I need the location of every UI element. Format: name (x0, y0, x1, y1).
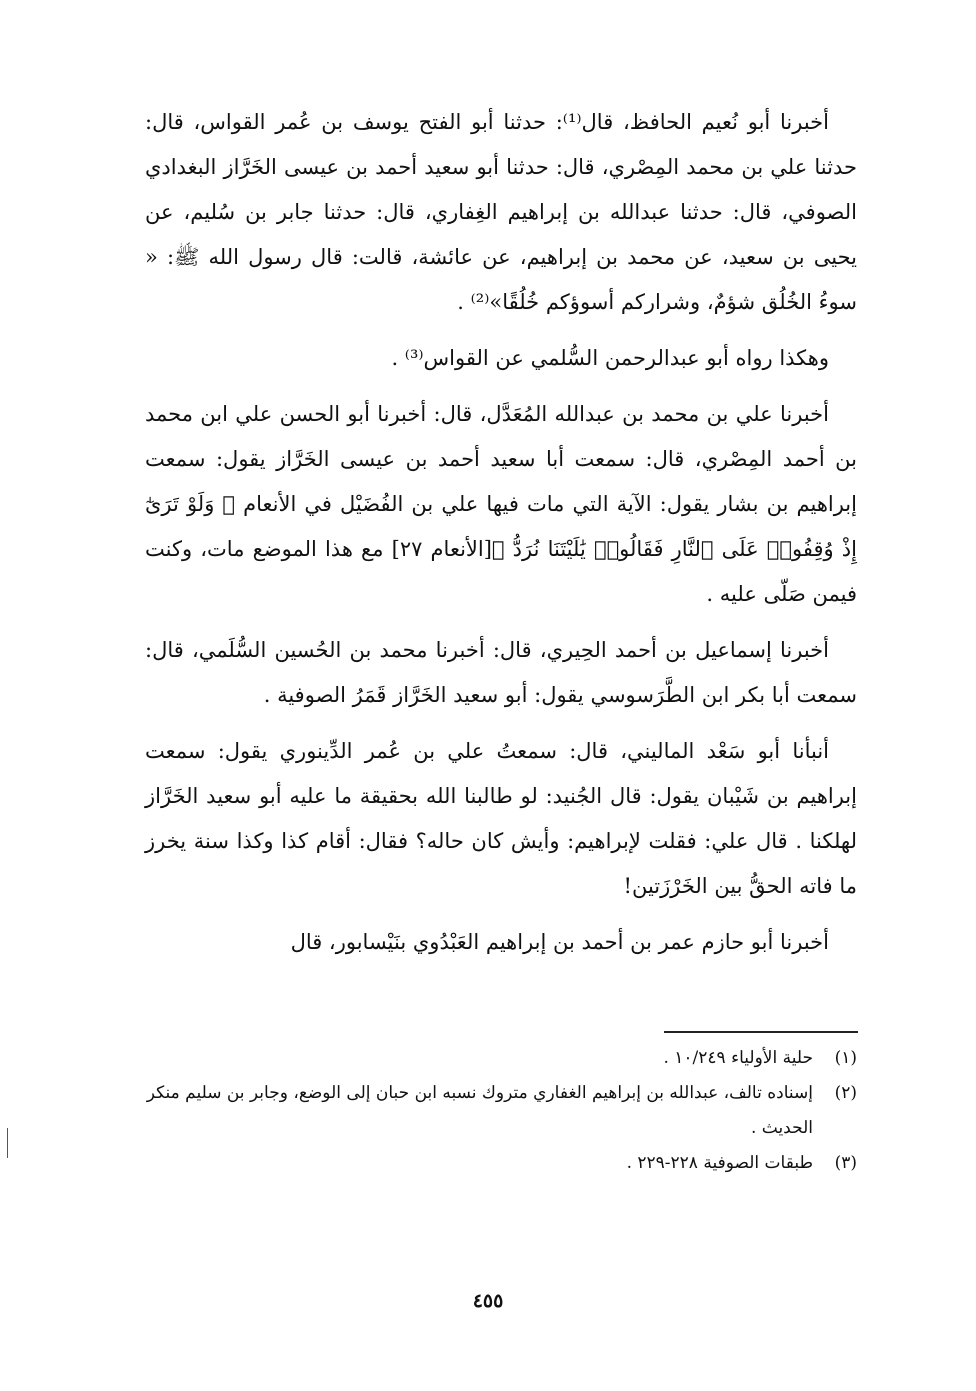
main-text (145, 100, 857, 983)
footnote-3 (145, 1146, 857, 1181)
footnote-text: إسناده تالف، عبدالله بن إبراهيم الغفاري متروك نسبه ابن حبان إلى الوضع، وجابر بن سليم منكر الحديث . (146, 1083, 813, 1138)
footnote-number: (١) (834, 1048, 857, 1068)
paragraph-1: أخبرنا أبو نُعيم الحافظ، قال⁽¹⁾: حدثنا أبو الفتح يوسف بن عُمر القواس، قال: حدثنا علي بن محمد المِصْري، قال: حدثنا أبو سعيد أحمد بن عيسى الخَرَّاز البغدادي الصوفي، قال: حدثنا عبدالله بن إبراهيم الغِفاري، قال: حدثنا جابر بن سُليم، عن يحيى بن سعيد، عن محمد بن إبراهيم، عن عائشة، قالت: قال رسول الله ﷺ: « سوءُ الخُلُق شؤمٌ، وشراركم أسوؤكم خُلُقًا»⁽²⁾ . (145, 110, 857, 314)
footnote-1 (145, 1041, 857, 1076)
footnotes (145, 1041, 857, 1181)
paragraph-2: وهكذا رواه أبو عبدالرحمن السُّلمي عن القواس⁽³⁾ . (391, 346, 829, 370)
footnote-text: طبقات الصوفية ٢٢٨-٢٢٩ . (626, 1153, 813, 1173)
footnote-separator (664, 1031, 858, 1033)
paragraph-3: أخبرنا علي بن محمد بن عبدالله المُعَدَّل، قال: أخبرنا أبو الحسن علي ابن محمد بن أحمد المِصْري، قال: سمعت أبا سعيد أحمد بن عيسى الخَرَّاز يقول: سمعت إبراهيم بن بشار يقول: الآية التي مات فيها علي بن الفُضَيْل في الأنعام ﴿ وَلَوْ تَرَىٰٓ إِذْ وُقِفُوا۟ عَلَى ٱلنَّارِ فَقَالُوا۟ يَٰلَيْتَنَا نُرَدُّ ﴾[الأنعام ٢٧] مع هذا الموضع مات، وكنت فيمن صَلّى عليه . (145, 402, 857, 606)
paragraph-4: أخبرنا إسماعيل بن أحمد الحِيري، قال: أخبرنا محمد بن الحُسين السُّلَمي، قال: سمعت أبا بكر ابن الطَّرَسوسي يقول: أبو سعيد الخَرَّاز قَمَرُ الصوفية . (145, 638, 857, 707)
page-number: ٤٥٥ (472, 1290, 504, 1312)
paragraph-6: أخبرنا أبو حازم عمر بن أحمد بن إبراهيم العَبْدُوي بنَيْسابور، قال (290, 930, 829, 954)
footnote-text: حلية الأولياء ١٠/٢٤٩ . (663, 1048, 813, 1068)
footnote-number: (٣) (834, 1153, 857, 1173)
paragraph-5: أنبأنا أبو سَعْد الماليني، قال: سمعتُ علي بن عُمر الدِّينوري يقول: سمعت إبراهيم بن شَيْبان يقول: قال الجُنيد: لو طالبنا الله بحقيقة ما عليه أبو سعيد الخَرَّاز لهلكنا . قال علي: فقلت لإبراهيم: وأيش كان حاله؟ فقال: أقام كذا وكذا سنة يخرز ما فاته الحقُّ بين الخَرْزَتين! (145, 739, 857, 898)
footnote-number: (٢) (834, 1083, 857, 1103)
scan-margin-line (7, 1128, 8, 1158)
footnote-2 (145, 1076, 857, 1146)
